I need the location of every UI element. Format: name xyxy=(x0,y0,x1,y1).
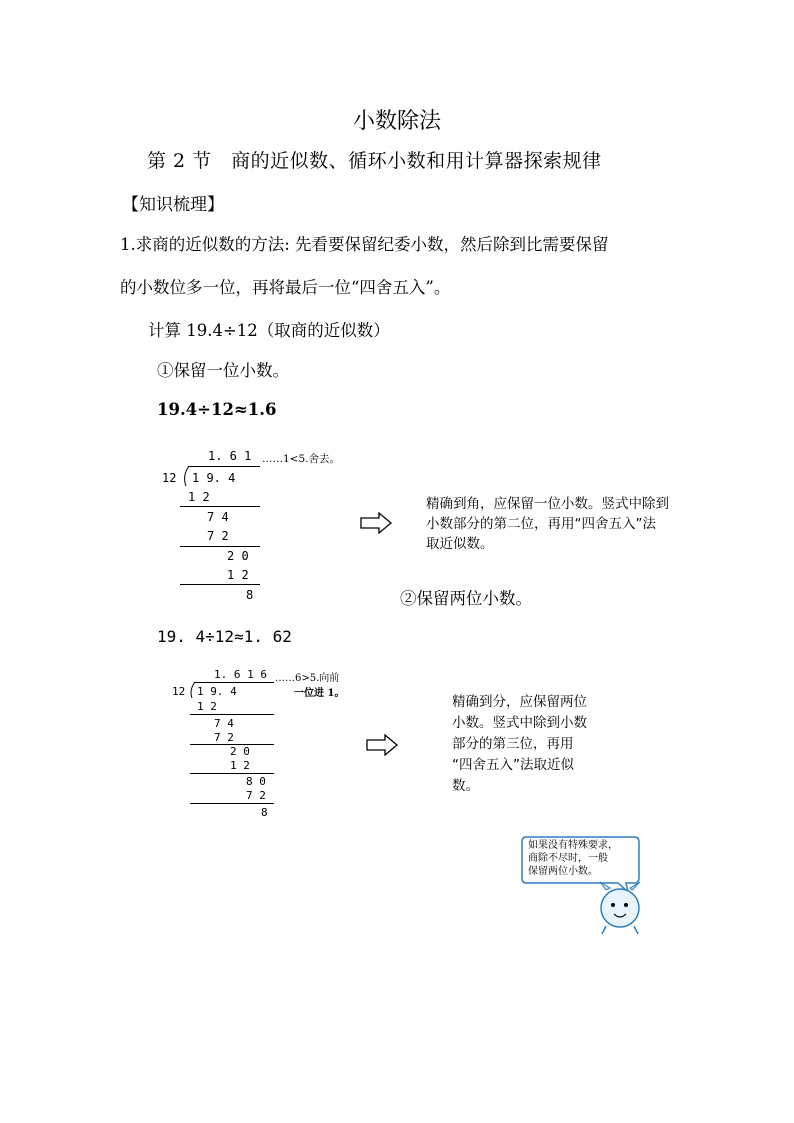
step-rule xyxy=(180,584,260,585)
case2-label: ②保留两位小数。 xyxy=(400,589,532,608)
step-line: 7 2 xyxy=(207,529,229,543)
division-bar xyxy=(194,682,274,683)
case1-result: 19.4÷12≈1.6 xyxy=(157,400,277,419)
explanation-line: “四舍五入”法取近似 xyxy=(452,757,574,773)
quotient-note: ……6>5.向前 xyxy=(275,673,340,684)
case1-explanation xyxy=(426,494,669,554)
divisor: 12 xyxy=(162,471,177,485)
step-line: 1 2 xyxy=(227,568,249,582)
step-line: 8 0 xyxy=(246,775,266,788)
step-rule xyxy=(180,546,260,547)
case2-result: 19. 4÷12≈1. 62 xyxy=(157,627,292,646)
explanation-line: 精确到角，应保留一位小数。竖式中除到 xyxy=(426,496,669,512)
dividend: 1 9. 4 xyxy=(197,685,237,698)
section-title: 第 2 节 商的近似数、循环小数和用计算器探索规律 xyxy=(147,150,602,172)
case1-label: ①保留一位小数。 xyxy=(157,361,289,380)
step-line: 7 2 xyxy=(214,731,234,744)
division-bracket xyxy=(180,466,192,486)
quotient-note: 一位进 1。 xyxy=(294,688,345,699)
division-bracket xyxy=(187,682,197,698)
knowledge-header: 【知识梳理】 xyxy=(122,195,224,215)
step-rule xyxy=(190,803,274,804)
explanation-line: 小数。竖式中除到小数 xyxy=(452,715,587,731)
dividend: 1 9. 4 xyxy=(192,471,236,485)
quotient-note: ……1<5.舍去。 xyxy=(262,453,340,465)
tip-line: 商除不尽时，一般 xyxy=(528,853,608,864)
step-line: 7 2 xyxy=(246,789,266,802)
explanation-line: 取近似数。 xyxy=(426,536,494,552)
step-line: 7 4 xyxy=(214,717,234,730)
division-bar xyxy=(188,466,260,467)
step-line: 1 2 xyxy=(197,700,217,713)
step-line: 7 4 xyxy=(207,510,229,524)
explanation-line: 部分的第三位，再用 xyxy=(452,736,574,752)
step-rule xyxy=(190,714,274,715)
method-line-2: 的小数位多一位，再将最后一位“四舍五入”。 xyxy=(120,278,451,297)
step-line: 2 0 xyxy=(227,549,249,563)
quotient: 1. 6 1 xyxy=(208,449,252,463)
page-title: 小数除法 xyxy=(352,109,441,134)
cartoon-mascot-icon xyxy=(592,880,648,936)
step-rule xyxy=(190,773,274,774)
hollow-right-arrow-icon xyxy=(360,512,392,534)
divisor: 12 xyxy=(172,685,186,698)
step-line: 2 0 xyxy=(230,745,250,758)
tip-line: 如果没有特殊要求， xyxy=(528,840,618,851)
calc-prompt: 计算 19.4÷12（取商的近似数） xyxy=(148,321,390,340)
explanation-line: 精确到分，应保留两位 xyxy=(452,694,587,710)
hollow-right-arrow-icon xyxy=(366,734,398,756)
tip-text xyxy=(528,839,618,878)
explanation-line: 小数部分的第二位，再用“四舍五入”法 xyxy=(426,516,656,532)
step-rule xyxy=(180,506,260,507)
step-line: 1 2 xyxy=(188,490,210,504)
method-line-1: 1.求商的近似数的方法: 先看要保留纪委小数，然后除到比需要保留 xyxy=(120,235,609,254)
step-line: 1 2 xyxy=(230,759,250,772)
step-line: 8 xyxy=(246,588,254,602)
case2-explanation xyxy=(452,692,587,797)
quotient: 1. 6 1 6 xyxy=(214,668,267,681)
explanation-line: 数。 xyxy=(452,778,479,794)
step-line: 8 xyxy=(261,806,268,819)
tip-line: 保留两位小数。 xyxy=(528,866,598,877)
